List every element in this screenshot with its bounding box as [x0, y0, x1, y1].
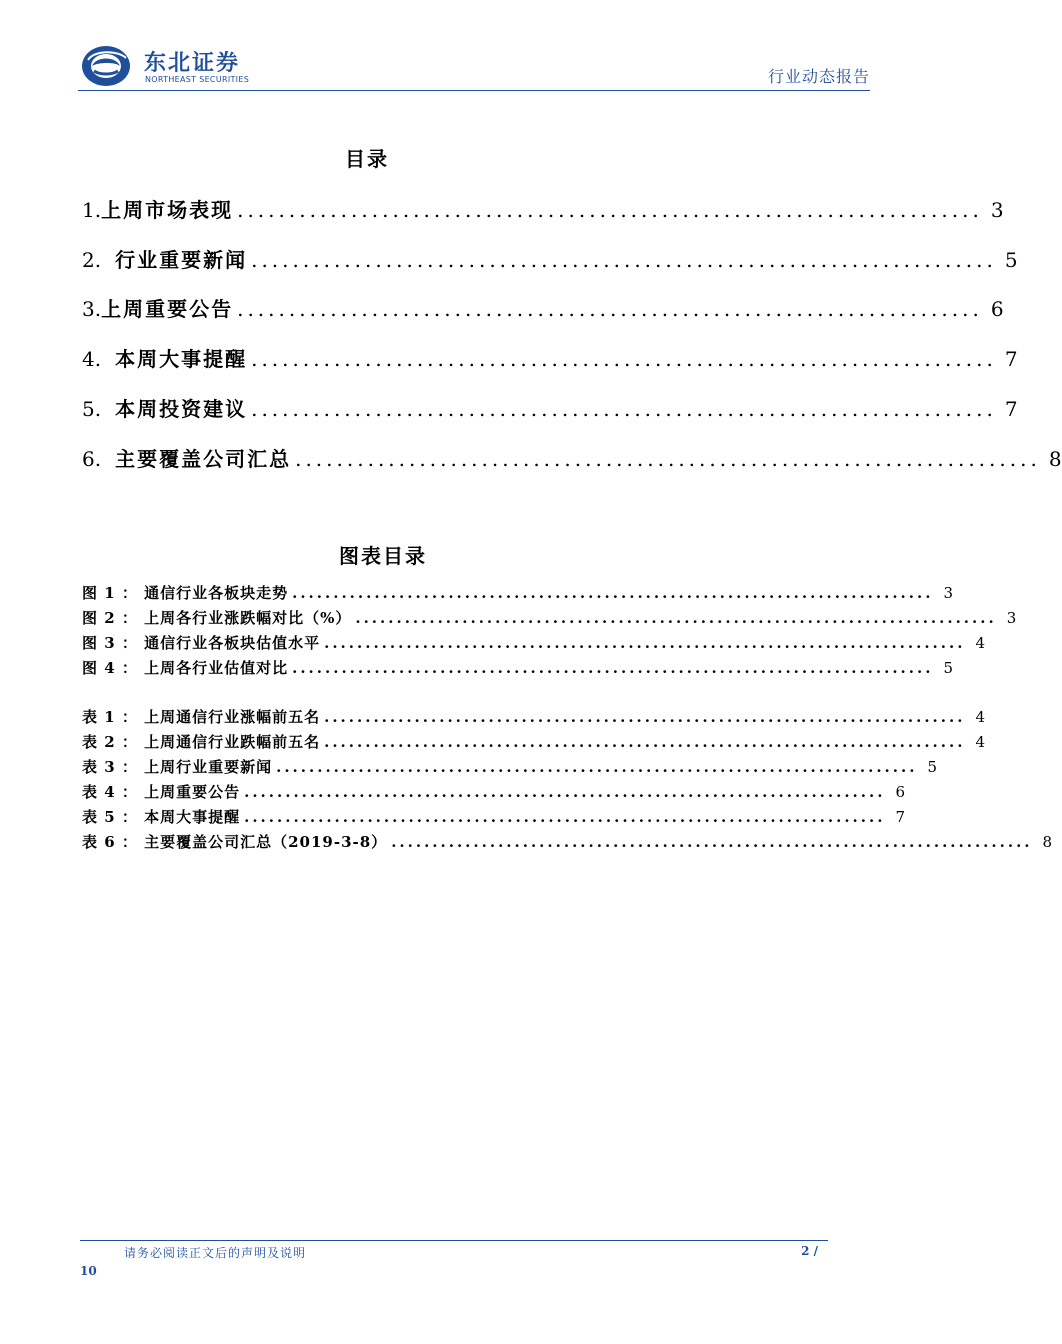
toc-item-number: 1. [82, 198, 102, 222]
toc-item-page: 3 [990, 198, 1004, 222]
table-item[interactable] [82, 706, 985, 728]
toc-item-page: 7 [1004, 397, 1018, 421]
leader-dots: .............................................................................. [355, 609, 997, 627]
figure-item-page: 4 [975, 634, 985, 652]
table-item[interactable] [82, 731, 985, 753]
leader-dots: .............................................................................. [292, 659, 934, 677]
footer-divider [80, 1240, 828, 1241]
table-item-page: 7 [895, 808, 905, 826]
toc-item-label: 行业重要新闻 [115, 248, 248, 272]
toc-item[interactable] [82, 293, 1004, 321]
toc-item[interactable] [82, 194, 1004, 222]
logo-english-name: NORTHEAST SECURITIES [145, 75, 250, 84]
leader-dots: .............................................................................. [276, 758, 918, 776]
table-item-label: 表 3 ： 上周行业重要新闻 [82, 758, 273, 776]
toc-item[interactable] [82, 443, 1062, 471]
leader-dots: .............................................................................. [324, 634, 966, 652]
toc-title: 目录 [345, 147, 389, 171]
table-item[interactable] [82, 781, 905, 803]
figure-item-label: 图 1 ： 通信行业各板块走势 [82, 584, 289, 602]
page-header [78, 40, 870, 91]
figure-item[interactable] [82, 582, 953, 604]
toc-item-label: 主要覆盖公司汇总 [115, 447, 292, 471]
figure-item-label: 图 3 ： 通信行业各板块估值水平 [82, 634, 321, 652]
leader-dots: .............................................................................. [244, 783, 886, 801]
toc-item-number: 4. [82, 347, 102, 371]
leader-dots: ........................................................................ [251, 248, 997, 272]
footer-disclaimer: 请务必阅读正文后的声明及说明 [124, 1246, 307, 1260]
footer-total-pages: 10 [80, 1264, 97, 1278]
toc-item-label: 上周重要公告 [101, 297, 234, 321]
table-item[interactable] [82, 831, 1053, 853]
figure-item[interactable] [82, 632, 985, 654]
toc-item-page: 7 [1004, 347, 1018, 371]
toc-item-label: 本周大事提醒 [115, 347, 248, 371]
figure-item-page: 3 [943, 584, 953, 602]
figure-item[interactable] [82, 657, 953, 679]
footer-page-number: 2 / [801, 1244, 818, 1258]
toc-item-number: 5. [82, 397, 102, 421]
leader-dots: ........................................................................ [237, 198, 983, 222]
toc-item-label: 本周投资建议 [115, 397, 248, 421]
table-item-page: 6 [895, 783, 905, 801]
toc-item-number: 6. [82, 447, 102, 471]
leader-dots: .............................................................................. [391, 833, 1033, 851]
toc-item-number: 2. [82, 248, 102, 272]
toc-item[interactable] [82, 244, 1018, 272]
leader-dots: .............................................................................. [292, 584, 934, 602]
table-item-label: 表 1 ： 上周通信行业涨幅前五名 [82, 708, 321, 726]
leader-dots: ........................................................................ [237, 297, 983, 321]
table-item-label: 表 4 ： 上周重要公告 [82, 783, 241, 801]
company-logo [80, 44, 280, 88]
table-item-page: 4 [975, 733, 985, 751]
leader-dots: ........................................................................ [295, 447, 1041, 471]
figure-item[interactable] [82, 607, 1017, 629]
table-item-label: 表 5 ： 本周大事提醒 [82, 808, 241, 826]
toc-item-number: 3. [82, 297, 102, 321]
table-item-label: 表 6 ： 主要覆盖公司汇总（2019-3-8） [82, 833, 388, 851]
toc-item[interactable] [82, 393, 1018, 421]
toc-item-label: 上周市场表现 [101, 198, 234, 222]
toc-item-page: 5 [1004, 248, 1018, 272]
leader-dots: .............................................................................. [244, 808, 886, 826]
report-type: 行业动态报告 [767, 67, 870, 86]
figures-title: 图表目录 [339, 544, 427, 568]
northeast-securities-logo-icon [80, 44, 132, 88]
table-item[interactable] [82, 806, 905, 828]
leader-dots: ........................................................................ [251, 397, 997, 421]
table-item-page: 4 [975, 708, 985, 726]
leader-dots: ........................................................................ [251, 347, 997, 371]
leader-dots: .............................................................................. [324, 733, 966, 751]
table-item-page: 5 [927, 758, 937, 776]
leader-dots: .............................................................................. [324, 708, 966, 726]
table-item[interactable] [82, 756, 937, 778]
figure-item-label: 图 2 ： 上周各行业涨跌幅对比（%） [82, 609, 352, 627]
figure-item-label: 图 4 ： 上周各行业估值对比 [82, 659, 289, 677]
table-item-page: 8 [1042, 833, 1053, 851]
table-item-label: 表 2 ： 上周通信行业跌幅前五名 [82, 733, 321, 751]
toc-item[interactable] [82, 343, 1018, 371]
figure-item-page: 3 [1006, 609, 1017, 627]
toc-item-page: 6 [990, 297, 1004, 321]
logo-chinese-name: 东北证券 [144, 51, 241, 76]
figure-item-page: 5 [943, 659, 953, 677]
toc-item-page: 8 [1048, 447, 1062, 471]
